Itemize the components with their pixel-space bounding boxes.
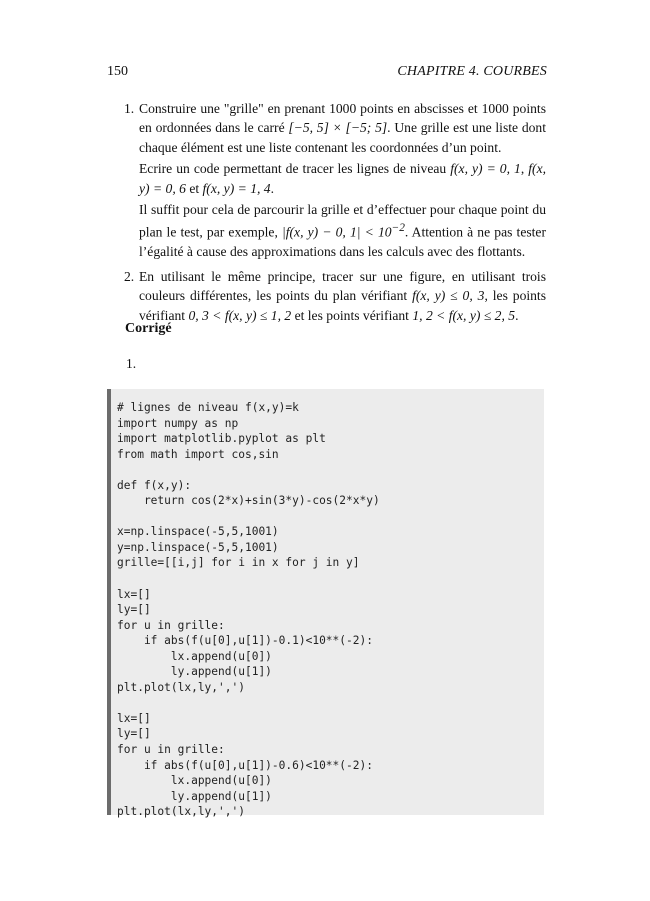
exercise-item-2: [124, 267, 546, 325]
solution-item-number: 1.: [126, 356, 137, 371]
exercise-list: [124, 99, 546, 327]
code-block: [107, 389, 544, 819]
math-expression: [−5, 5] × [−5; 5]: [288, 120, 388, 136]
text-segment: Ecrire un code permettant de tracer les lignes de niveau: [139, 161, 451, 177]
text-segment: ,: [520, 161, 529, 177]
text-segment: et: [185, 180, 203, 196]
exercise-paragraph: [139, 99, 546, 157]
text-segment: et les points vérifiant: [291, 307, 413, 323]
code-listing: # lignes de niveau f(x,y)=k import numpy as np import matplotlib.pyplot as plt from math import cos,sin def f(x,y): return cos(2*x)+sin(3*y)-cos(2*x*y) x=np.linspace(-5,5,1001) y=np.linspace(-5,5,1001) grille=[[i,j] for i in x for j in y] lx=[] ly=[] for u in grille: if abs(f(u[0],u[1])-0.1)<10**(-2): lx.append(u[0]) ly.append(u[1]) plt.plot(lx,ly,',') lx=[] ly=[] for u in grille: if abs(f(u[0],u[1])-0.6)<10**(-2): lx.append(u[0]) ly.append(u[1]) plt.plot(lx,ly,','): [117, 401, 380, 819]
text-segment: , les points vérifiant: [139, 288, 547, 323]
text-segment: .: [515, 307, 519, 323]
page-number: 150: [107, 64, 128, 79]
exercise-paragraph: [139, 200, 546, 262]
item-number: 2.: [124, 268, 135, 284]
page-header: [107, 64, 547, 84]
math-expression: f(x, y) = 0, 1: [450, 161, 521, 177]
math-expression: 1, 2 < f(x, y) ≤ 2, 5: [412, 307, 516, 323]
text-segment: . Attention à ne pas tester l’égalité à cause des approximations dans les calculs avec des flottants.: [139, 224, 546, 260]
text-segment: . Une grille est une liste dont chaque élément est une liste contenant les coordonnées d’un point.: [139, 120, 546, 155]
math-expression: f(x, y) ≤ 0, 3: [412, 288, 485, 304]
solution-heading: Corrigé: [125, 321, 172, 336]
chapter-title: CHAPITRE 4. COURBES: [397, 64, 547, 79]
math-exponent: −2: [391, 222, 405, 235]
exercise-item-1: [124, 99, 546, 262]
text-segment: Construire une "grille" en prenant 1000 points en abscisses et 1000 points en ordonnées dans le carré: [139, 101, 546, 136]
exercise-paragraph: [139, 159, 546, 198]
text-segment: En utilisant le même principe, tracer sur une figure, en utilisant trois couleurs différentes, les points du plan vérifiant: [139, 268, 546, 304]
text-segment: .: [270, 180, 274, 196]
math-expression: |f(x, y) − 0, 1| < 10: [282, 224, 392, 240]
math-expression: f(x, y) = 0, 6: [139, 161, 547, 196]
exercise-paragraph: [139, 267, 546, 325]
item-number: 1.: [124, 101, 135, 116]
math-expression: f(x, y) = 1, 4: [202, 180, 271, 196]
math-expression: 0, 3 < f(x, y) ≤ 1, 2: [188, 307, 292, 323]
text-segment: Il suffit pour cela de parcourir la grille et d’effectuer pour chaque point du plan le test, par exemple,: [139, 202, 546, 240]
